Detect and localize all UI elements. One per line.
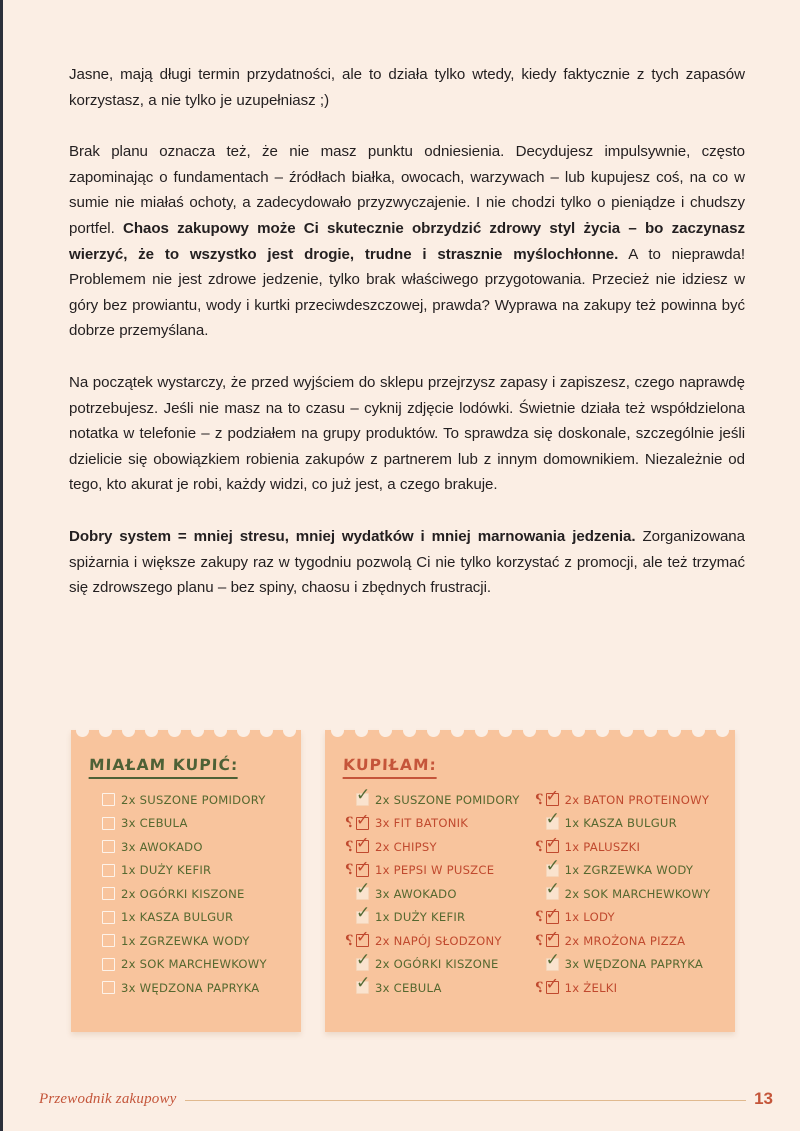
flag-spacer bbox=[89, 792, 103, 807]
check-icon: ✓ bbox=[545, 786, 560, 806]
checklist-item[interactable] bbox=[533, 949, 711, 977]
page-footer bbox=[3, 1071, 800, 1131]
flag-spacer bbox=[89, 816, 103, 831]
checklist-item-label: 1x PALUSZKI bbox=[564, 839, 641, 854]
checklist-item-label: 3x FIT BATONIK bbox=[375, 816, 469, 831]
paragraph-4-bold-run: Dobry system = mniej stresu, mniej wydatków i mniej marnowania jedzenia. bbox=[69, 527, 636, 545]
checklist-item-label: 3x WĘDZONA PAPRYKA bbox=[564, 957, 704, 972]
checklist-item[interactable] bbox=[533, 835, 711, 859]
checkbox-checked-red-icon[interactable] bbox=[545, 786, 560, 806]
flag-spacer bbox=[89, 839, 103, 854]
question-mark-icon: ? bbox=[344, 861, 355, 879]
checkbox-checked-red-icon[interactable] bbox=[356, 856, 370, 877]
paragraph-4 bbox=[69, 524, 745, 601]
planned-items-list bbox=[89, 788, 291, 1000]
checklist-item-label: 1x DUŻY KEFIR bbox=[121, 863, 212, 878]
checkbox-checked-red-icon[interactable] bbox=[356, 927, 370, 947]
checkbox-checked-green-icon[interactable] bbox=[545, 949, 561, 971]
checklist-item[interactable] bbox=[343, 973, 520, 1000]
note-bought-title: KUPIŁAM: bbox=[343, 756, 438, 779]
checklist-item[interactable] bbox=[343, 835, 520, 859]
flag-spacer bbox=[89, 957, 103, 972]
note-bought bbox=[325, 730, 735, 1032]
check-icon: ✓ bbox=[356, 856, 370, 876]
check-icon: ✓ bbox=[356, 833, 370, 853]
checklist-item-label: 2x CHIPSY bbox=[375, 839, 437, 854]
checkbox-checked-green-icon[interactable] bbox=[356, 973, 371, 994]
paragraph-4-run-2: Zorganizowana spiżarnia i większe zakupy raz w tygodniu pozwolą Ci nie tylko korzystać z promocji, ale też trzymać się zdrowszego planu – bez spiny, chaosu i zbędnych frustracji. bbox=[69, 527, 745, 597]
check-icon: ✓ bbox=[356, 973, 371, 994]
checkbox-unchecked-icon[interactable] bbox=[102, 864, 115, 877]
flag-spacer bbox=[89, 910, 103, 925]
checkbox-unchecked-icon[interactable] bbox=[102, 793, 115, 806]
checklist-item[interactable] bbox=[89, 976, 291, 1000]
checklist-item-label: 2x NAPÓJ SŁODZONY bbox=[375, 933, 502, 948]
checklist-item[interactable] bbox=[533, 976, 711, 1000]
checkbox-unchecked-icon[interactable] bbox=[102, 840, 115, 853]
checkbox-unchecked-icon[interactable] bbox=[102, 911, 115, 924]
bought-items-list-left bbox=[343, 785, 520, 1000]
question-mark-icon: ? bbox=[534, 979, 544, 997]
checkbox-checked-green-icon[interactable] bbox=[356, 879, 371, 900]
checkbox-unchecked-icon[interactable] bbox=[102, 887, 115, 900]
checklist-item-label: 3x CEBULA bbox=[375, 980, 442, 995]
checklist-item[interactable] bbox=[343, 809, 520, 836]
checkbox-checked-red-icon[interactable] bbox=[545, 833, 560, 853]
check-icon: ✓ bbox=[545, 927, 560, 947]
note-planned-content bbox=[71, 730, 301, 1032]
question-mark-icon: ? bbox=[534, 908, 544, 926]
checklist-item-label: 1x LODY bbox=[564, 910, 615, 925]
paragraph-2 bbox=[69, 139, 745, 344]
bought-column-left bbox=[343, 785, 520, 1000]
checklist-item[interactable] bbox=[533, 903, 711, 930]
question-mark-icon: ? bbox=[344, 814, 355, 832]
checklist-item-label: 2x SOK MARCHEWKOWY bbox=[121, 957, 267, 972]
checklist-item[interactable] bbox=[343, 785, 520, 812]
checklist-item-label: 1x ŻELKI bbox=[564, 980, 618, 995]
page-number: 13 bbox=[746, 1089, 773, 1109]
checklist-item[interactable] bbox=[89, 906, 291, 930]
question-mark-icon: ? bbox=[534, 791, 544, 809]
bought-items-list-right bbox=[533, 788, 711, 1000]
check-icon: ✓ bbox=[356, 879, 371, 900]
checklist-item-label: 1x ZGRZEWKA WODY bbox=[564, 863, 694, 878]
checklist-item[interactable] bbox=[533, 879, 711, 906]
check-icon: ✓ bbox=[545, 833, 560, 853]
question-mark-icon: ? bbox=[344, 838, 355, 856]
checklist-item-label: 1x DUŻY KEFIR bbox=[375, 910, 466, 925]
checkbox-unchecked-icon[interactable] bbox=[102, 958, 115, 971]
checklist-item-label: 2x SUSZONE POMIDORY bbox=[375, 792, 520, 807]
checklist-item[interactable] bbox=[343, 879, 520, 906]
checklist-item-label: 3x AWOKADO bbox=[121, 839, 203, 854]
flag-spacer bbox=[89, 933, 103, 948]
flag-spacer bbox=[343, 980, 357, 995]
checklist-item-label: 1x KASZA BULGUR bbox=[121, 910, 234, 925]
check-icon: ✓ bbox=[545, 903, 560, 923]
check-icon: ✓ bbox=[356, 949, 371, 970]
checklist-item-label: 2x SUSZONE POMIDORY bbox=[121, 792, 266, 807]
note-planned-title: MIAŁAM KUPIĆ: bbox=[89, 756, 239, 779]
checkbox-checked-red-icon[interactable] bbox=[545, 903, 560, 924]
flag-spacer bbox=[89, 863, 103, 878]
paragraph-3-run-1: Na początek wystarczy, że przed wyjściem do sklepu przejrzysz zapasy i zapiszesz, czego naprawdę potrzebujesz. Jeśli nie masz na to czasu – cyknij zdjęcie lodówki. Świetnie działa też współdzielona notatka w telefonie – z podziałem na grupy produktów. To sprawdza się doskonale, szczególnie jeśli dzielicie się obowiązkiem robienia zakupów z partnerem lub z innym domownikiem. Niezależnie od tego, kto akurat je robi, każdy widzi, co już jest, a czego brakuje. bbox=[69, 373, 745, 494]
flag-spacer bbox=[532, 957, 546, 972]
bought-columns bbox=[343, 785, 725, 1000]
check-icon: ✓ bbox=[356, 809, 370, 829]
checklist-item-label: 3x CEBULA bbox=[121, 816, 188, 831]
checklist-item[interactable] bbox=[89, 812, 291, 836]
checklist-item[interactable] bbox=[533, 808, 711, 836]
check-icon: ✓ bbox=[356, 785, 371, 806]
flag-spacer bbox=[343, 886, 357, 901]
checklist-item-label: 2x BATON PROTEINOWY bbox=[564, 792, 710, 807]
question-mark-icon: ? bbox=[534, 932, 544, 950]
check-icon: ✓ bbox=[545, 808, 561, 829]
paragraph-2-run-3: A to nieprawda! Problemem nie jest zdrowe jedzenie, tylko brak właściwego przygotowania. Przecież nie idziesz w góry bez prowiantu, wody i kurtki przeciwdeszczowej, prawda? Wyprawa na zakupy też powinna być dobrze przemyślana. bbox=[69, 245, 745, 340]
article-body bbox=[69, 62, 745, 601]
check-icon: ✓ bbox=[356, 927, 370, 947]
flag-spacer bbox=[89, 980, 103, 995]
checkbox-checked-green-icon[interactable] bbox=[545, 879, 561, 900]
checkbox-checked-red-icon[interactable] bbox=[545, 974, 560, 994]
paragraph-2-run-1: Brak planu oznacza też, że nie masz punktu odniesienia. Decydujesz impulsywnie, często zapominając o fundamentach – źródłach białka, owocach, warzywach – lub kupujesz coś, na co w sumie nie miałaś ochoty, a zadecydowało przyzwyczajenie. I nie chodzi tylko o pieniądze i chudszy portfel. bbox=[69, 143, 745, 237]
flag-spacer bbox=[343, 957, 357, 972]
shopping-list-illustration bbox=[71, 730, 735, 1032]
checklist-item-label: 1x PEPSI W PUSZCE bbox=[375, 863, 495, 878]
check-icon: ✓ bbox=[545, 879, 561, 900]
checklist-item[interactable] bbox=[89, 953, 291, 977]
checklist-item-label: 1x ZGRZEWKA WODY bbox=[121, 933, 250, 948]
check-icon: ✓ bbox=[545, 949, 561, 970]
question-mark-icon: ? bbox=[344, 932, 355, 950]
checklist-item[interactable] bbox=[89, 859, 291, 883]
bought-column-right bbox=[533, 788, 711, 1000]
checkbox-checked-red-icon[interactable] bbox=[356, 833, 370, 853]
checkbox-unchecked-icon[interactable] bbox=[102, 817, 115, 830]
checklist-item-label: 3x WĘDZONA PAPRYKA bbox=[121, 980, 260, 995]
paragraph-2-bold-run: Chaos zakupowy może Ci skutecznie obrzydzić zdrowy styl życia – bo zaczynasz wierzyć, że to wszystko jest drogie, trudne i strasznie myślochłonne. bbox=[69, 219, 745, 263]
checkbox-unchecked-icon[interactable] bbox=[102, 981, 115, 994]
check-icon: ✓ bbox=[545, 974, 560, 994]
checklist-item[interactable] bbox=[533, 929, 711, 953]
paragraph-3 bbox=[69, 370, 745, 498]
checklist-item[interactable] bbox=[343, 929, 520, 953]
checklist-item[interactable] bbox=[533, 788, 711, 812]
note-planned bbox=[71, 730, 301, 1032]
flag-spacer bbox=[343, 910, 357, 925]
paragraph-1-run-1: Jasne, mają długi termin przydatności, ale to działa tylko wtedy, kiedy faktycznie z tych zapasów korzystasz, a nie tylko je uzupełniasz ;) bbox=[69, 66, 745, 109]
question-mark-icon: ? bbox=[534, 838, 544, 856]
checklist-item[interactable] bbox=[343, 902, 520, 930]
checklist-item[interactable] bbox=[89, 835, 291, 859]
checklist-item-label: 2x OGÓRKI KISZONE bbox=[375, 957, 499, 972]
flag-spacer bbox=[532, 863, 546, 878]
paragraph-1 bbox=[69, 62, 745, 113]
checklist-item-label: 2x MROŻONA PIZZA bbox=[564, 933, 686, 948]
flag-spacer bbox=[532, 816, 546, 831]
checklist-item[interactable] bbox=[89, 788, 291, 812]
flag-spacer bbox=[343, 792, 357, 807]
check-icon: ✓ bbox=[356, 902, 371, 923]
note-bought-content bbox=[325, 730, 735, 1032]
flag-spacer bbox=[532, 886, 546, 901]
checkbox-checked-red-icon[interactable] bbox=[356, 809, 370, 830]
checklist-item-label: 2x OGÓRKI KISZONE bbox=[121, 886, 245, 901]
check-icon: ✓ bbox=[545, 855, 561, 876]
checklist-item[interactable] bbox=[89, 929, 291, 953]
checkbox-checked-green-icon[interactable] bbox=[356, 949, 371, 971]
checkbox-checked-green-icon[interactable] bbox=[545, 808, 561, 830]
checkbox-checked-red-icon[interactable] bbox=[545, 927, 560, 947]
checklist-item-label: 2x SOK MARCHEWKOWY bbox=[564, 886, 711, 901]
flag-spacer bbox=[89, 886, 103, 901]
checkbox-unchecked-icon[interactable] bbox=[102, 934, 115, 947]
checkbox-checked-green-icon[interactable] bbox=[356, 902, 371, 924]
footer-section-label: Przewodnik zakupowy bbox=[39, 1091, 185, 1108]
checkbox-checked-green-icon[interactable] bbox=[356, 785, 371, 806]
checklist-item[interactable] bbox=[89, 882, 291, 906]
checkbox-checked-green-icon[interactable] bbox=[545, 855, 561, 877]
checklist-item-label: 3x AWOKADO bbox=[375, 886, 457, 901]
checklist-item-label: 1x KASZA BULGUR bbox=[564, 816, 677, 831]
